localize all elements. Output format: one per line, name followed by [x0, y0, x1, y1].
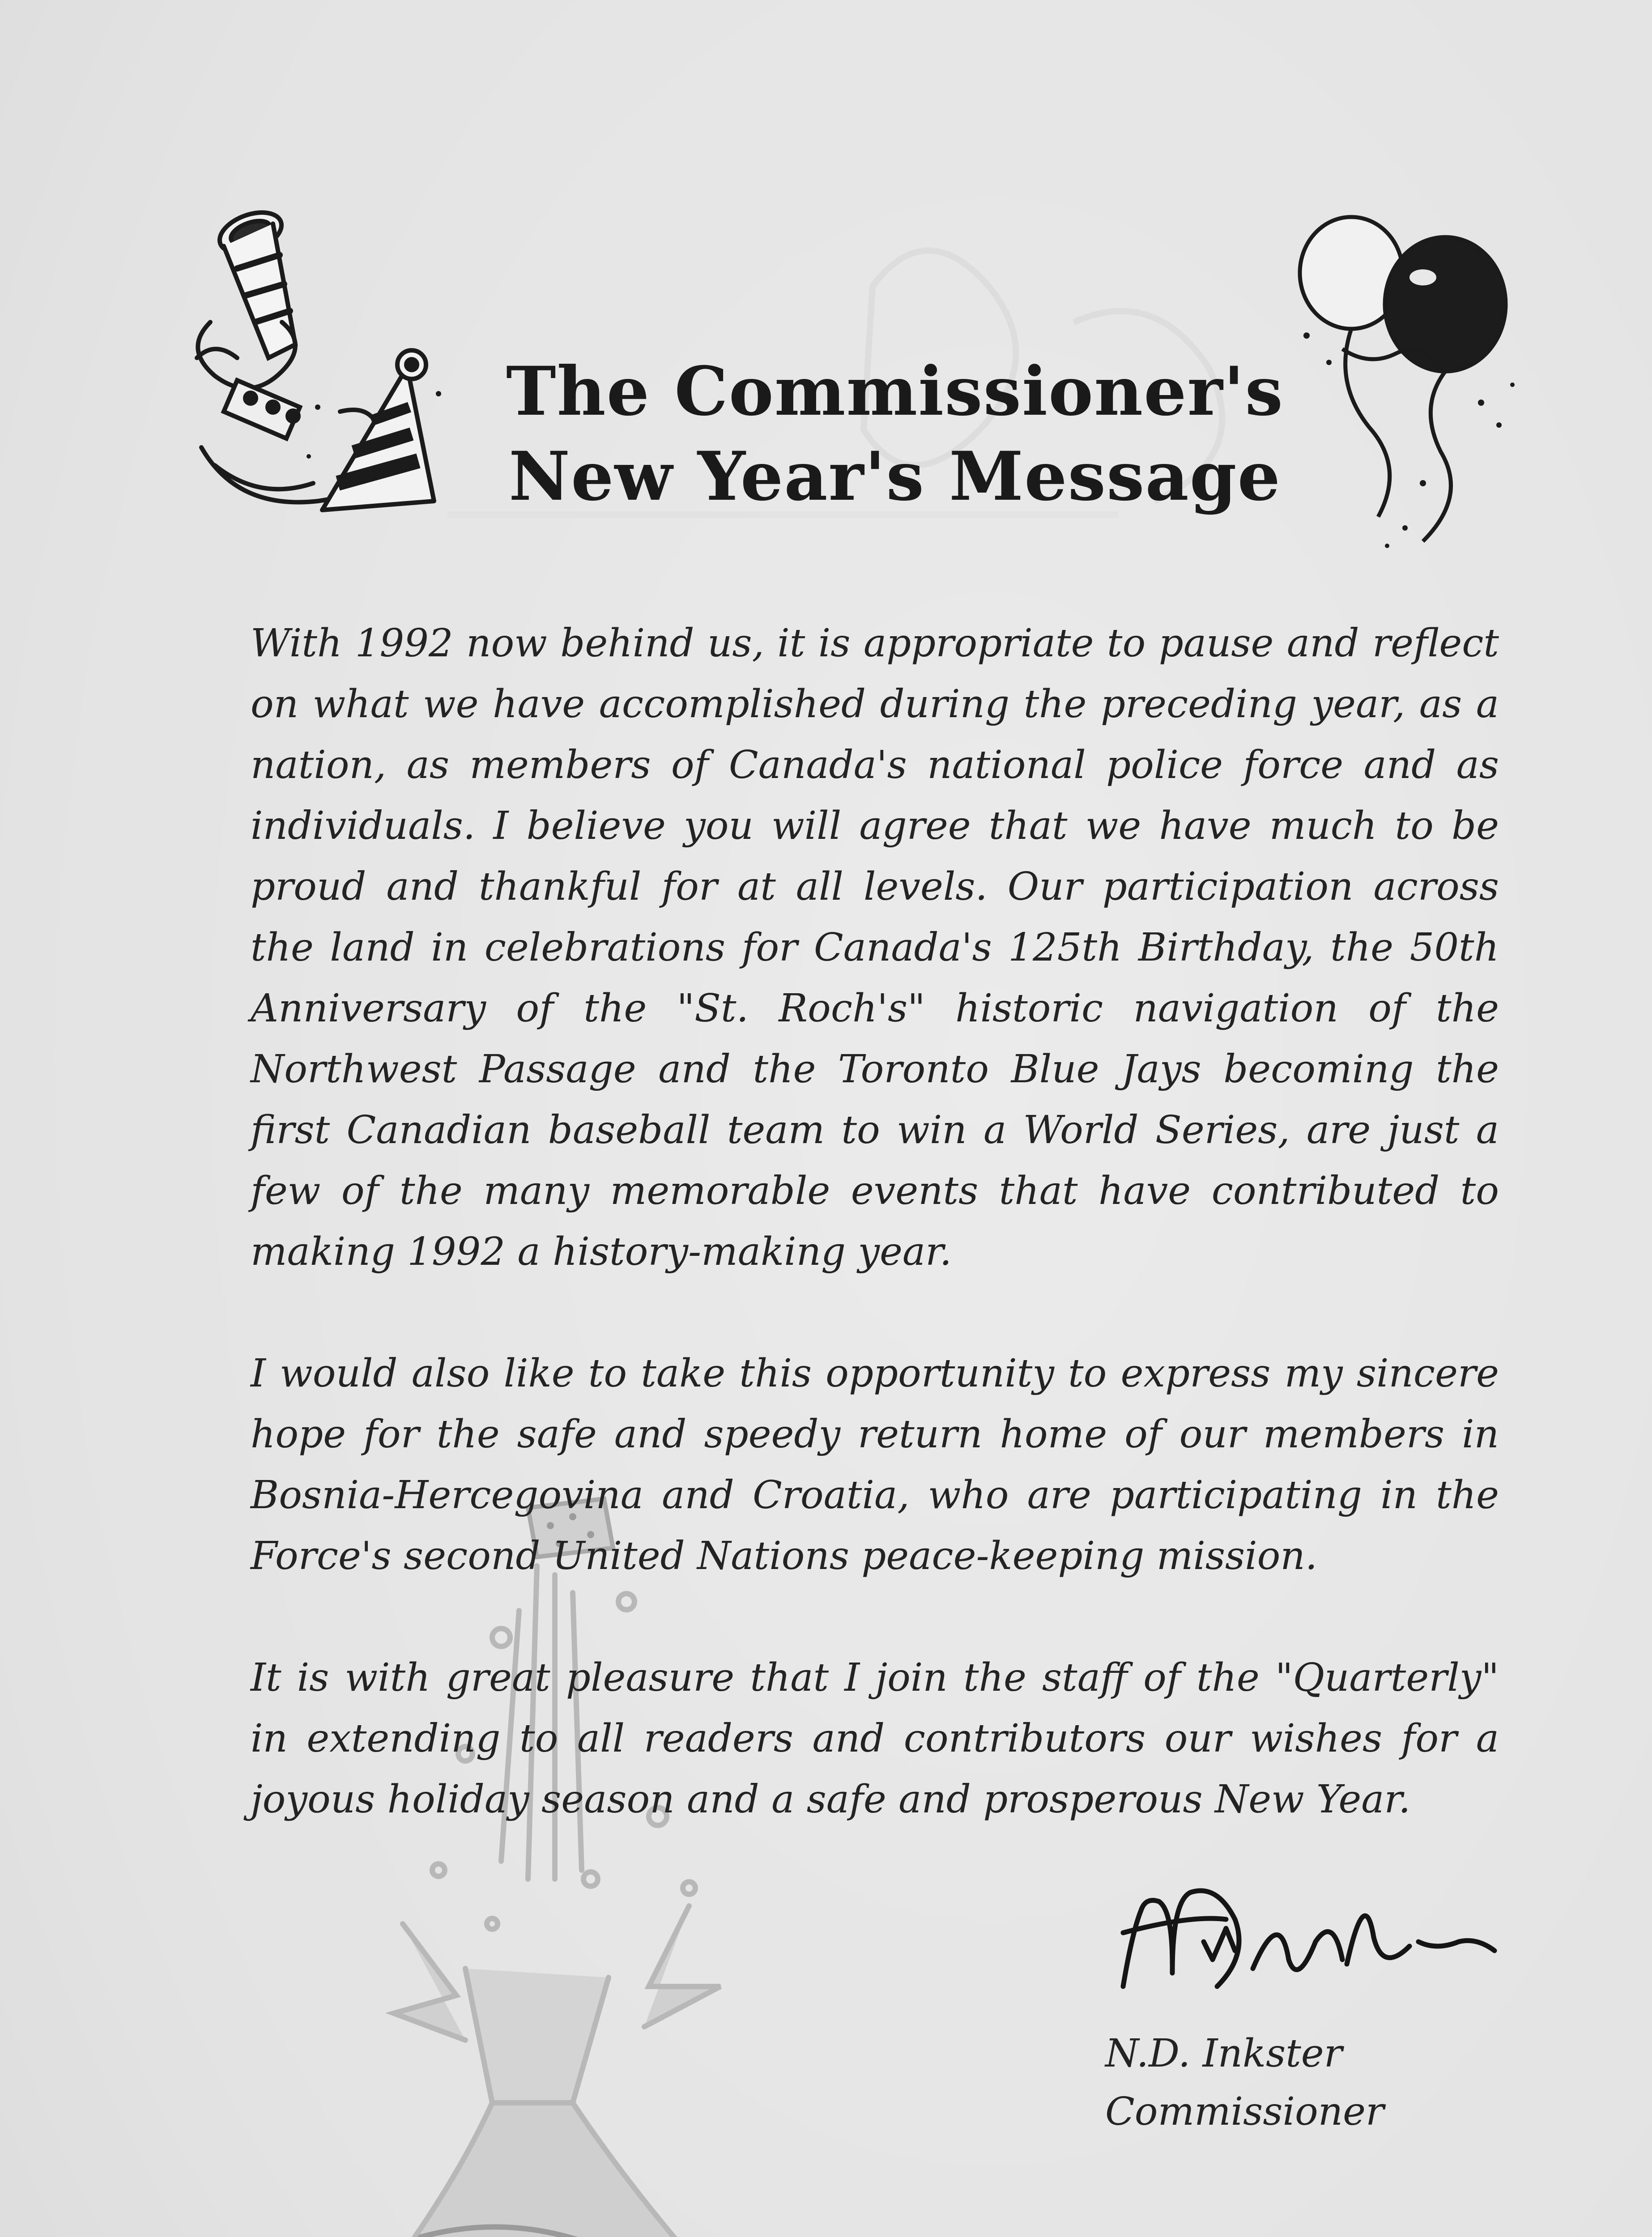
signature-scribble — [1105, 1870, 1508, 2018]
signatory — [1105, 2024, 1384, 2141]
paragraph-1: With 1992 now behind us, it is appropriate to pause and reflect on what we have accomplished during the preceding year, as a nation, as members of Canada's national police force and as individuals. I believe you will agree that we have much to be proud and thankful for at all levels. Our participation across the land in celebrations for Canada's 125th Birthday, the 50th Anniversary of the "St. Roch's" historic navigation of the Northwest Passage and the Toronto Blue Jays becoming the first Canadian baseball team to win a World Series, are just a few of the many memorable events that have contributed to making 1992 a history-making year. — [251, 621, 1499, 1274]
paragraph-2: I would also like to take this opportunity to express my sincere hope for the safe and speedy return home of our members in Bosnia-Hercegovina and Croatia, who are participating in the Force's second United Nations peace-keeping mission. — [251, 1351, 1499, 1578]
signatory-name: N.D. Inkster — [1105, 2031, 1342, 2076]
balloons-icon — [1289, 215, 1539, 555]
message-body — [251, 613, 1499, 1891]
paragraph-3: It is with great pleasure that I join the staff of the "Quarterly" in extending to all readers and contributors our wishes for a joyous holiday season and a safe and prosperous New Year. — [251, 1655, 1499, 1822]
title-line-1: The Commissioner's — [506, 352, 1284, 431]
signatory-title: Commissioner — [1105, 2089, 1384, 2134]
party-hat-icon — [304, 340, 447, 528]
title-line-2: New Year's Message — [508, 437, 1282, 516]
page-title — [492, 349, 1298, 519]
